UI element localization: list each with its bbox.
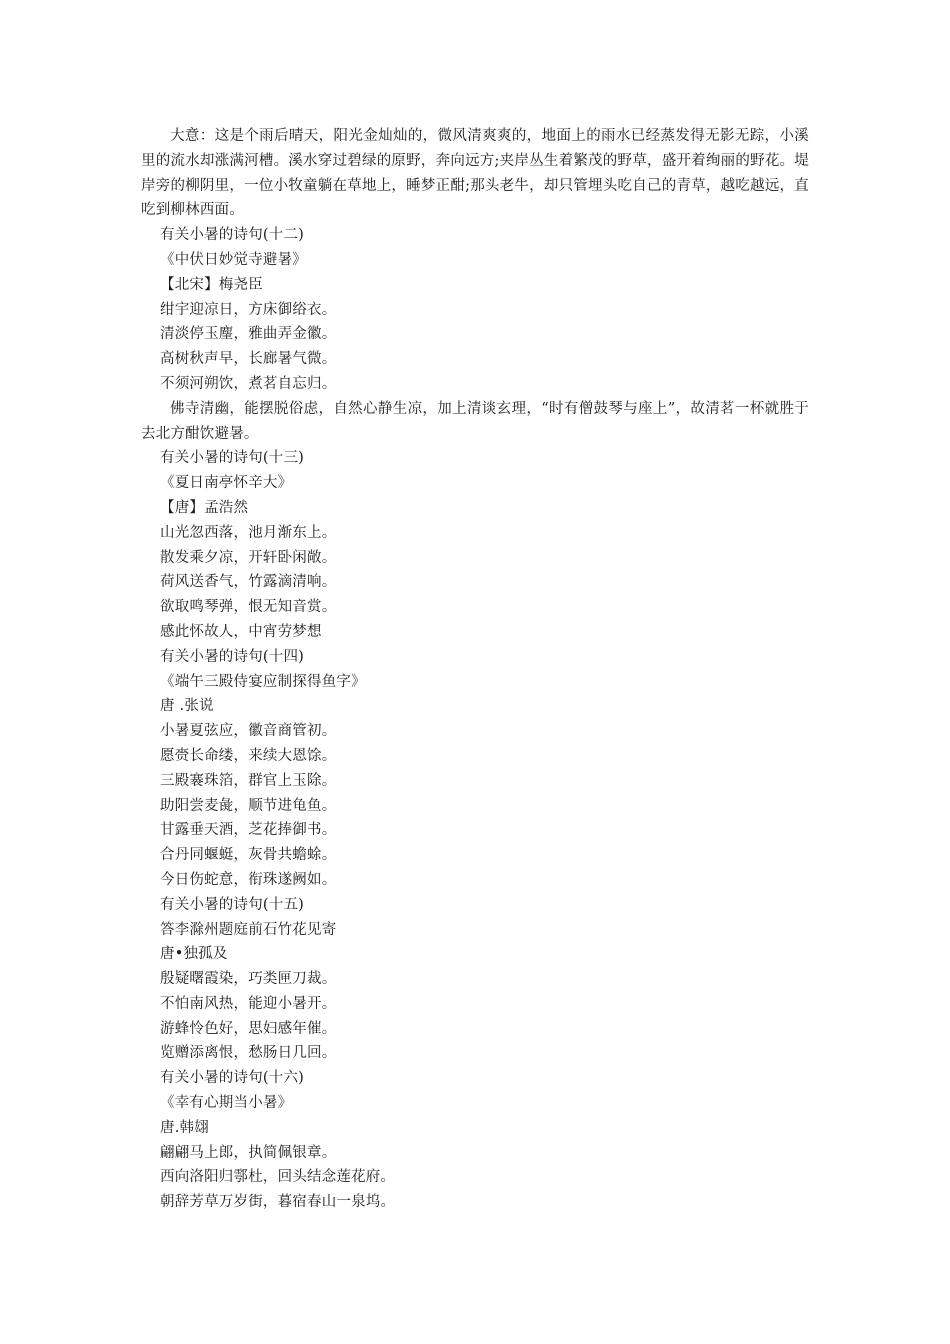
- poem-line: 绀宇迎凉日，方床御绤衣。: [160, 301, 337, 318]
- poem-author: 唐•独孤及: [160, 946, 228, 963]
- poem-line: 翩翩马上郎，执简佩银章。: [160, 1144, 337, 1161]
- poem-line: 三殿褰珠箔，群官上玉除。: [160, 772, 337, 789]
- poem-line: 游蜂怜色好，思妇感年催。: [160, 1020, 337, 1037]
- poem-line: 不怕南风热，能迎小暑开。: [160, 995, 337, 1012]
- poem-line: 甘露垂天酒，芝花捧御书。: [160, 822, 337, 839]
- poem-line: 欲取鸣琴弹，恨无知音赏。: [160, 599, 337, 616]
- poem-line: 助阳尝麦彘，顺节进龟鱼。: [160, 797, 337, 814]
- poem-title: 《夏日南亭怀辛大》: [160, 475, 293, 492]
- poem-line: 感此怀故人，中宵劳梦想: [160, 623, 322, 640]
- poem-line: 高树秋声早，长廊暑气微。: [160, 351, 337, 368]
- poem-line: 散发乘夕凉，开轩卧闲敞。: [160, 549, 337, 566]
- poem-author: 唐.韩翃: [160, 1119, 209, 1136]
- poem-line: 览赠添离恨，愁肠日几回。: [160, 1045, 337, 1062]
- section-heading: 有关小暑的诗句(十四): [160, 648, 305, 665]
- poem-line: 山光忽西落，池月渐东上。: [160, 524, 337, 541]
- poem-title: 《中伏日妙觉寺避暑》: [160, 251, 307, 268]
- section-heading: 有关小暑的诗句(十六): [160, 1070, 305, 1087]
- poem-title: 《幸有心期当小暑》: [160, 1095, 293, 1112]
- poem-line: 荷风送香气，竹露滴清响。: [160, 574, 337, 591]
- poem-author: 唐 .张说: [160, 698, 214, 715]
- poem-line: 愿赍长命缕，来续大恩馀。: [160, 747, 337, 764]
- poem-line: 不须河朔饮，煮茗自忘归。: [160, 375, 337, 392]
- poem-line: 朝辞芳草万岁街，暮宿春山一泉坞。: [160, 1194, 396, 1211]
- section-heading: 有关小暑的诗句(十三): [160, 450, 305, 467]
- poem-line: 小暑夏弦应，徽音商管初。: [160, 723, 337, 740]
- poem-author: 【唐】孟浩然: [160, 499, 249, 516]
- poem-line: 西向洛阳归鄠杜，回头结念莲花府。: [160, 1169, 396, 1186]
- intro-paragraph: 大意：这是个雨后晴天，阳光金灿灿的，微风清爽爽的，地面上的雨水已经蒸发得无影无踪，小溪里的流水却涨满河槽。溪水穿过碧绿的原野，奔向远方;夹岸丛生着繁茂的野草，盛开着绚丽的野花。堤岸旁的柳阴里，一位小牧童躺在草地上，睡梦正酣;那头老牛，却只管埋头吃自己的青草，越吃越远，直吃到柳林西面。: [141, 128, 809, 219]
- poem-line: 今日伤蛇意，衔珠遂阙如。: [160, 871, 337, 888]
- poem-line: 合丹同蝘蜓，灰骨共蟾蜍。: [160, 847, 337, 864]
- section-heading: 有关小暑的诗句(十二): [160, 227, 305, 244]
- poem-author: 【北宋】梅尧臣: [160, 276, 263, 293]
- document-body: [141, 124, 809, 1215]
- poem-title: 《端午三殿侍宴应制探得鱼字》: [160, 673, 366, 690]
- poem-line: 殷疑曙霞染，巧类匣刀裁。: [160, 971, 337, 988]
- poem-line: 清淡停玉麈，雅曲弄金徽。: [160, 326, 337, 343]
- section-heading: 有关小暑的诗句(十五): [160, 896, 305, 913]
- poem-title: 答李滁州题庭前石竹花见寄: [160, 921, 337, 938]
- poem-commentary: 佛寺清幽，能摆脱俗虑，自然心静生凉，加上清谈玄理，“时有僧鼓琴与座上”，故清茗一杯就胜于去北方酣饮避暑。: [141, 400, 809, 442]
